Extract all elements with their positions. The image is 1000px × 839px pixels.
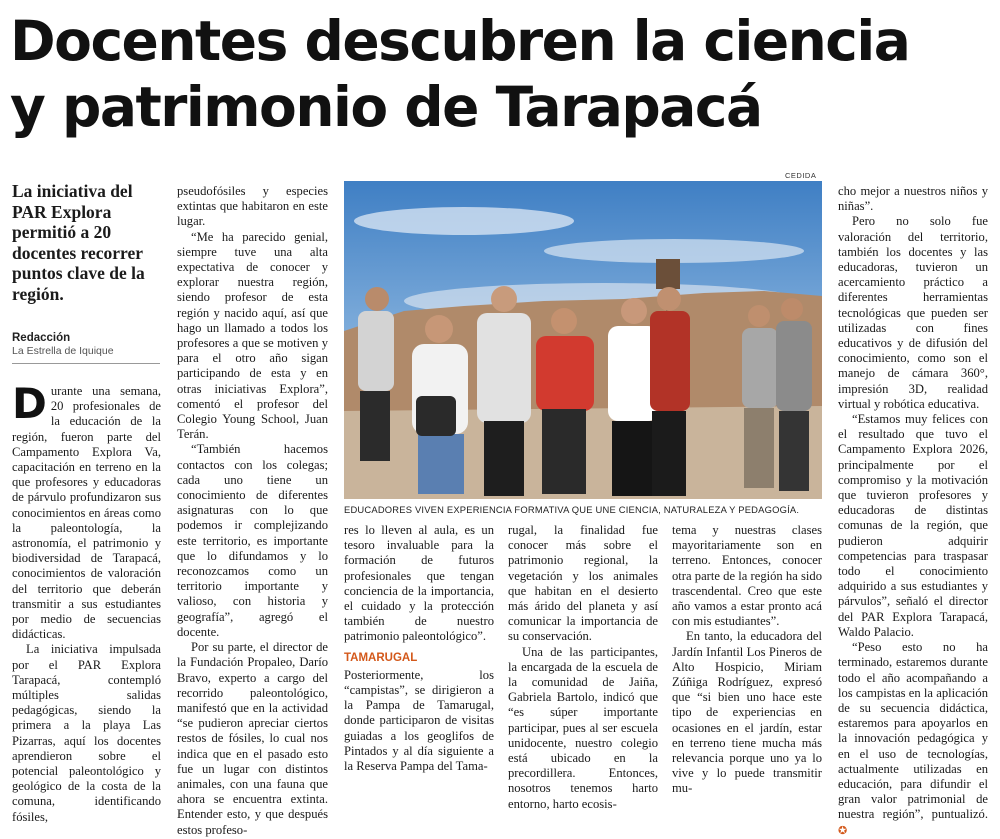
byline-author: Redacción: [12, 332, 71, 344]
body-column-1: [12, 379, 161, 825]
group-photo: [344, 181, 822, 499]
paragraph: Una de las participantes, la encargada de la escuela de la comunidad de Jaiña, Gabriela Bartolo, indicó que “es súper importante participar, pues al ser escuela unidocente, nuestro colegio está ubicado en la precordillera. Entonces, nosotros tenemos harto entorno, harto ecosis-: [508, 644, 658, 811]
byline: [12, 332, 162, 357]
paragraph: Posteriormente, los “campistas”, se dirigieron a la Pampa de Tamarugal, donde participaron de visitas guiadas a los geoglifos de Pintados y al día siguiente a la Reserva Pampa del Tama-: [344, 667, 494, 774]
paragraph: “También hacemos contactos con los colegas; cada uno tiene un conocimiento de diferentes asignaturas con lo que podemos ir complejizando este territorio, es importante que lo difundamos y lo reconozcamos como un territorio importante y valioso, con historia y geografía”, agregó el docente.: [177, 442, 328, 639]
sign: [656, 259, 680, 289]
byline-divider: [12, 363, 160, 364]
lede: La iniciativa del PAR Explora permitió a 20 docentes recorrer puntos clave de la región.: [12, 181, 145, 304]
cloud: [354, 207, 574, 235]
paragraph: “Peso esto no ha terminado, estaremos durante todo el año acompañando a los campistas en la aplicación de su secuencia didáctica, estaremos para apoyarlos en la innovación pedagógica y en el uso de tecnologías, actualmente utilizadas en educación, para difundir el gran valor patrimonial de nuestra región”, puntualizó. ✪: [838, 640, 988, 837]
headline: [10, 8, 990, 140]
body-column-3: [344, 523, 494, 774]
paragraph: “Me ha parecido genial, siempre tuve una alta expectativa de conocer y explorar nuestra región, siendo profesor de esta región y nacido aquí, así que hago un llamado a todos los profesores a que se motiven y para el otro año sigan participando de esta y en otras iniciativas Explora”, comentó el profesor del Colegio Young School, Juan Terán.: [177, 229, 328, 442]
paragraph: cho mejor a nuestros niños y niñas”.: [838, 184, 988, 214]
body-column-2: [177, 184, 328, 838]
person: [477, 286, 531, 496]
headline-line-1: Docentes descubren la ciencia: [10, 9, 910, 73]
photo-credit: CEDIDA: [785, 171, 817, 180]
paragraph: En tanto, la educadora del Jardín Infantil Los Pineros de Alto Hospicio, Miriam Zúñiga Rodríguez, expresó que “si bien uno hace este tipo de experiencias en ocasiones en el jardín, estar en terreno tiene mucha más relevancia porque uno ya lo vive y lo puede transmitir mu-: [672, 629, 822, 796]
person: [650, 287, 690, 496]
dropcap: D: [12, 379, 47, 428]
paragraph: Durante una semana, 20 profesionales de la educación de la región, fueron parte del Campamento Explora Va, capacitación en terreno en la que profesores y educadoras de párvulo profundizaron sus conocimientos en áreas como la paleontología, la astronomía, el patrimonio y biodiversidad de Tarapacá, conocimientos de valoración del territorio que deberán transmitir a sus estudiantes por medio de secuencias didácticas.: [12, 379, 161, 642]
body-column-5: [672, 523, 822, 797]
headline-line-2: y patrimonio de Tarapacá: [10, 75, 762, 139]
person: [358, 287, 394, 461]
body-column-4: [508, 523, 658, 812]
person: [742, 305, 778, 488]
paragraph: Pero no solo fue valoración del territorio, también los docentes y las educadoras, tuvieron un acercamiento práctico a diferentes herramientas tecnológicas que pueden ser utilizadas con fines educativos y de difusión del conocimiento, como son el manejo de cámara 360°, impresión 3D, realidad virtual y robótica educativa.: [838, 214, 988, 411]
photo-caption: EDUCADORES VIVEN EXPERIENCIA FORMATIVA QUE UNE CIENCIA, NATURALEZA Y PEDAGOGÍA.: [344, 504, 800, 515]
paragraph: La iniciativa impulsada por el PAR Explora Tarapacá, contempló múltiples salidas pedagógicas, siendo la primera a la playa Las Pizarras, aquí los docentes aprendieron sobre el potencial paleontológico y geológico de la costa de la comuna, identificando fósiles,: [12, 642, 161, 824]
paragraph: “Estamos muy felices con el resultado que tuvo el Campamento Explora 2026, principalmente por el compromiso y la motivación que tuvieron profesores y educadoras de distintas comunas de la región, que pudieron adquirir competencias para traspasar todo el conocimiento adquirido a sus estudiantes y párvulos”, señaló el director del PAR Explora Tarapacá, Waldo Palacio.: [838, 412, 988, 639]
paragraph: tema y nuestras clases mayoritariamente son en terreno. Entonces, conocer otra parte de la región ha sido trascendental. Creo que este año vamos a estar pronto acá con mis estudiantes”.: [672, 523, 822, 629]
paragraph: res lo lleven al aula, es un tesoro invaluable para la formación de futuros profesionales que tengan conciencia de la importancia, el cuidado y la protección también de nuestro patrimonio paleontológico”.: [344, 523, 494, 644]
paragraph: Por su parte, el director de la Fundación Propaleo, Darío Bravo, experto a cargo del recorrido paleontológico, manifestó que en la actividad “se pudieron apreciar ciertos restos de fósiles, lo cual nos indica que en el pasado esto fue un lugar con distintos animales, con una fauna que ahora se encuentra extinta. Entender esto, y que después estos profeso-: [177, 640, 328, 837]
person: [776, 298, 812, 491]
byline-publication: La Estrella de Iquique: [12, 345, 114, 357]
paragraph: rugal, la finalidad fue conocer más sobre el patrimonio regional, la vegetación y los animales que habitan en el desierto más árido del planeta y así comunicar la importancia de su conservación.: [508, 523, 658, 644]
subhead: TAMARUGAL: [344, 651, 418, 664]
end-mark-icon: ✪: [838, 824, 848, 837]
body-column-6: [838, 184, 988, 839]
paragraph: pseudofósiles y especies extintas que habitaron en este lugar.: [177, 184, 328, 229]
